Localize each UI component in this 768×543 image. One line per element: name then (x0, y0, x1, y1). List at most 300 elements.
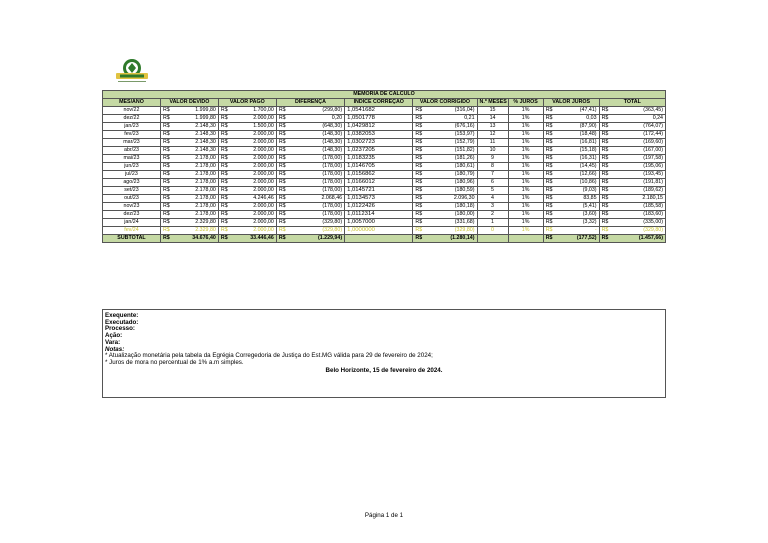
cell-diferenca: (148,30) (287, 139, 345, 147)
subtotal-corrigido: (1.280,14) (423, 235, 477, 243)
currency-symbol: R$ (218, 147, 228, 155)
cell-total: (172,44) (609, 131, 665, 139)
table-row (103, 147, 666, 155)
currency-symbol: R$ (543, 219, 553, 227)
cell-total: (193,45) (609, 171, 665, 179)
cell-juros: (9,03) (554, 187, 600, 195)
cell-pago: 2.000,00 (229, 163, 277, 171)
cell-juros-pct: 1% (508, 147, 543, 155)
subtotal-label: SUBTOTAL (103, 235, 161, 243)
currency-symbol: R$ (413, 147, 423, 155)
cell-devido: 2.329,80 (171, 219, 219, 227)
cell-indice: 1,0382053 (345, 131, 413, 139)
cell-diferenca: (178,00) (287, 179, 345, 187)
currency-symbol: R$ (218, 219, 228, 227)
cell-diferenca: (329,80) (287, 227, 345, 235)
cell-pago: 4.246,46 (229, 195, 277, 203)
currency-symbol: R$ (160, 219, 170, 227)
cell-juros-pct: 1% (508, 203, 543, 211)
currency-symbol: R$ (543, 195, 553, 203)
cell-juros: (3,32) (554, 219, 600, 227)
cell-total: (167,00) (609, 147, 665, 155)
cell-diferenca: (178,00) (287, 187, 345, 195)
page-number: Página 1 de 1 (364, 512, 404, 519)
cell-indice: 1,0112314 (345, 211, 413, 219)
cell-meses: 14 (477, 115, 508, 123)
currency-symbol: R$ (160, 211, 170, 219)
currency-symbol: R$ (218, 155, 228, 163)
cell-pago: 2.000,00 (229, 187, 277, 195)
table-body (103, 107, 666, 235)
cell-diferenca: (178,00) (287, 211, 345, 219)
currency-symbol: R$ (276, 131, 286, 139)
currency-symbol: R$ (413, 235, 423, 243)
currency-symbol: R$ (543, 171, 553, 179)
cell-indice: 1,0183235 (345, 155, 413, 163)
currency-symbol: R$ (543, 235, 553, 243)
currency-symbol: R$ (276, 195, 286, 203)
cell-devido: 1.999,80 (171, 107, 219, 115)
cell-corrigido: (676,16) (423, 123, 477, 131)
cell-juros-pct: 1% (508, 155, 543, 163)
cell-total: (329,80) (609, 227, 665, 235)
cell-pago: 2.000,00 (229, 155, 277, 163)
cell-mes: mar/23 (103, 139, 161, 147)
table-row (103, 195, 666, 203)
cell-meses: 7 (477, 171, 508, 179)
currency-symbol: R$ (218, 163, 228, 171)
currency-symbol: R$ (218, 227, 228, 235)
cell-corrigido: (180,00) (423, 211, 477, 219)
cell-indice: 1,0146705 (345, 163, 413, 171)
cell-total: (185,58) (609, 203, 665, 211)
currency-symbol: R$ (276, 187, 286, 195)
table-row (103, 227, 666, 235)
cell-pago: 2.000,00 (229, 227, 277, 235)
table-row (103, 187, 666, 195)
label-executado: Executado: (105, 318, 139, 326)
cell-juros-pct: 1% (508, 195, 543, 203)
cell-diferenca: (299,80) (287, 107, 345, 115)
cell-corrigido: (331,68) (423, 219, 477, 227)
cell-pago: 2.000,00 (229, 147, 277, 155)
currency-symbol: R$ (276, 107, 286, 115)
currency-symbol: R$ (218, 171, 228, 179)
cell-corrigido: 0,21 (423, 115, 477, 123)
cell-meses: 8 (477, 163, 508, 171)
cell-mes: jul/23 (103, 171, 161, 179)
currency-symbol: R$ (276, 115, 286, 123)
cell-pago: 2.000,00 (229, 139, 277, 147)
cell-mes: jun/23 (103, 163, 161, 171)
cell-pago: 2.000,00 (229, 171, 277, 179)
cell-mes: mai/23 (103, 155, 161, 163)
currency-symbol: R$ (543, 227, 553, 235)
cell-total: (195,06) (609, 163, 665, 171)
col-header-juros-pct: % JUROS (508, 99, 543, 107)
cell-total: 2.180,15 (609, 195, 665, 203)
col-header-devido: VALOR DEVIDO (160, 99, 218, 107)
cell-juros-pct: 1% (508, 219, 543, 227)
currency-symbol: R$ (599, 123, 609, 131)
currency-symbol: R$ (276, 123, 286, 131)
currency-symbol: R$ (218, 179, 228, 187)
cell-pago: 2.000,00 (229, 211, 277, 219)
cell-juros: (3,60) (554, 211, 600, 219)
currency-symbol: R$ (413, 115, 423, 123)
currency-symbol: R$ (599, 107, 609, 115)
col-header-total: TOTAL (599, 99, 665, 107)
cell-corrigido: (180,79) (423, 171, 477, 179)
cell-mes: ago/23 (103, 179, 161, 187)
currency-symbol: R$ (413, 171, 423, 179)
cell-devido: 2.178,00 (171, 179, 219, 187)
cell-juros: (47,41) (554, 107, 600, 115)
cell-indice: 1,0166012 (345, 179, 413, 187)
table-row (103, 211, 666, 219)
currency-symbol: R$ (413, 107, 423, 115)
cell-juros-pct: 1% (508, 107, 543, 115)
cell-total: (183,60) (609, 211, 665, 219)
cell-corrigido: (151,82) (423, 147, 477, 155)
cell-indice: 1,0429812 (345, 123, 413, 131)
cell-mes: fev/23 (103, 131, 161, 139)
currency-symbol: R$ (218, 203, 228, 211)
col-header-corrigido: VALOR CORRIGIDO (413, 99, 477, 107)
subtotal-devido: 34.676,40 (171, 235, 219, 243)
cell-indice: 1,0122426 (345, 203, 413, 211)
cell-total: (191,81) (609, 179, 665, 187)
calculation-table (102, 90, 666, 243)
cell-devido: 2.178,00 (171, 203, 219, 211)
cell-juros: (87,90) (554, 123, 600, 131)
cell-juros: - (554, 227, 600, 235)
note-correction: * Atualização monetária pela tabela da Egrégia Corregedoria de Justiça do Est.MG válida para 29 de fevereiro de 2024; (105, 352, 433, 360)
cell-pago: 1.700,00 (229, 107, 277, 115)
currency-symbol: R$ (276, 163, 286, 171)
currency-symbol: R$ (218, 195, 228, 203)
currency-symbol: R$ (543, 203, 553, 211)
cell-indice: 1,0156862 (345, 171, 413, 179)
cell-meses: 11 (477, 139, 508, 147)
currency-symbol: R$ (218, 131, 228, 139)
table-row (103, 139, 666, 147)
col-header-indice: ÍNDICE CORREÇÃO (345, 99, 413, 107)
table-row (103, 107, 666, 115)
currency-symbol: R$ (543, 131, 553, 139)
subtotal-empty-cell (508, 235, 543, 243)
currency-symbol: R$ (160, 195, 170, 203)
cell-juros-pct: 1% (508, 171, 543, 179)
currency-symbol: R$ (599, 227, 609, 235)
currency-symbol: R$ (413, 155, 423, 163)
col-header-diferenca: DIFERENÇA (276, 99, 344, 107)
cell-indice: 1,0145721 (345, 187, 413, 195)
currency-symbol: R$ (599, 131, 609, 139)
currency-symbol: R$ (599, 203, 609, 211)
currency-symbol: R$ (276, 179, 286, 187)
cell-indice: 1,0237205 (345, 147, 413, 155)
currency-symbol: R$ (276, 219, 286, 227)
currency-symbol: R$ (413, 195, 423, 203)
table-row (103, 219, 666, 227)
label-vara: Vara: (105, 338, 121, 346)
cell-diferenca: 0,20 (287, 115, 345, 123)
cell-devido: 2.329,80 (171, 227, 219, 235)
label-notas: Notas: (105, 345, 125, 353)
currency-symbol: R$ (276, 211, 286, 219)
col-header-mes: MÊS/ANO (103, 99, 161, 107)
cell-pago: 2.000,00 (229, 219, 277, 227)
col-header-juros: VALOR JUROS (543, 99, 599, 107)
cell-meses: 6 (477, 179, 508, 187)
cell-indice: 1,0134573 (345, 195, 413, 203)
cell-meses: 5 (477, 187, 508, 195)
cell-juros-pct: 1% (508, 131, 543, 139)
table-row (103, 203, 666, 211)
currency-symbol: R$ (543, 163, 553, 171)
cell-diferenca: (178,00) (287, 203, 345, 211)
cell-juros-pct: 1% (508, 179, 543, 187)
currency-symbol: R$ (599, 219, 609, 227)
currency-symbol: R$ (599, 155, 609, 163)
currency-symbol: R$ (599, 163, 609, 171)
col-header-pago: VALOR PAGO (218, 99, 276, 107)
table-row (103, 123, 666, 131)
place-date: Belo Horizonte, 15 de fevereiro de 2024. (325, 366, 443, 374)
table-row (103, 163, 666, 171)
cell-juros: 83,85 (554, 195, 600, 203)
cell-corrigido: 2.096,30 (423, 195, 477, 203)
cell-corrigido: (180,59) (423, 187, 477, 195)
currency-symbol: R$ (599, 147, 609, 155)
cell-juros-pct: 1% (508, 163, 543, 171)
currency-symbol: R$ (160, 155, 170, 163)
table-row (103, 131, 666, 139)
currency-symbol: R$ (413, 227, 423, 235)
cell-total: 0,24 (609, 115, 665, 123)
col-header-meses: N.º MESES (477, 99, 508, 107)
cell-total: (169,60) (609, 139, 665, 147)
cell-total: (189,62) (609, 187, 665, 195)
table-row (103, 115, 666, 123)
currency-symbol: R$ (160, 235, 170, 243)
currency-symbol: R$ (413, 219, 423, 227)
currency-symbol: R$ (543, 147, 553, 155)
cell-meses: 1 (477, 219, 508, 227)
subtotal-empty-cell (477, 235, 508, 243)
cell-indice: 1,0000000 (345, 227, 413, 235)
cell-juros: (18,48) (554, 131, 600, 139)
currency-symbol: R$ (543, 155, 553, 163)
currency-symbol: R$ (543, 179, 553, 187)
cell-total: (335,00) (609, 219, 665, 227)
currency-symbol: R$ (276, 227, 286, 235)
currency-symbol: R$ (218, 107, 228, 115)
currency-symbol: R$ (160, 131, 170, 139)
cell-meses: 3 (477, 203, 508, 211)
currency-symbol: R$ (218, 115, 228, 123)
cell-juros-pct: 1% (508, 187, 543, 195)
subtotal-juros: (177,52) (554, 235, 600, 243)
cell-devido: 2.178,00 (171, 187, 219, 195)
cell-juros-pct: 1% (508, 227, 543, 235)
currency-symbol: R$ (599, 179, 609, 187)
currency-symbol: R$ (413, 187, 423, 195)
cell-devido: 2.148,30 (171, 131, 219, 139)
cell-diferenca: (178,00) (287, 163, 345, 171)
cell-mes: abr/23 (103, 147, 161, 155)
currency-symbol: R$ (413, 131, 423, 139)
currency-symbol: R$ (218, 235, 228, 243)
cell-juros: (10,86) (554, 179, 600, 187)
cell-pago: 2.000,00 (229, 131, 277, 139)
currency-symbol: R$ (413, 163, 423, 171)
cell-juros-pct: 1% (508, 123, 543, 131)
currency-symbol: R$ (599, 235, 609, 243)
cell-juros-pct: 1% (508, 211, 543, 219)
cell-mes: nov/23 (103, 203, 161, 211)
currency-symbol: R$ (413, 123, 423, 131)
cell-pago: 1.500,00 (229, 123, 277, 131)
currency-symbol: R$ (599, 195, 609, 203)
currency-symbol: R$ (160, 147, 170, 155)
cell-meses: 2 (477, 211, 508, 219)
currency-symbol: R$ (160, 139, 170, 147)
currency-symbol: R$ (160, 123, 170, 131)
subtotal-row (103, 235, 666, 243)
note-interest: * Juros de mora no percentual de 1% a.m simples. (105, 358, 244, 366)
cell-devido: 2.148,30 (171, 123, 219, 131)
cell-total: (363,45) (609, 107, 665, 115)
cell-mes: dez/23 (103, 211, 161, 219)
cell-meses: 9 (477, 155, 508, 163)
table-row (103, 171, 666, 179)
notes-box (102, 309, 666, 398)
currency-symbol: R$ (276, 203, 286, 211)
currency-symbol: R$ (218, 123, 228, 131)
cell-corrigido: (180,96) (423, 179, 477, 187)
subtotal-empty-cell (345, 235, 413, 243)
currency-symbol: R$ (218, 211, 228, 219)
cell-meses: 13 (477, 123, 508, 131)
cell-corrigido: (180,18) (423, 203, 477, 211)
cell-juros: (12,66) (554, 171, 600, 179)
cell-corrigido: (180,61) (423, 163, 477, 171)
currency-symbol: R$ (160, 171, 170, 179)
cell-devido: 2.178,00 (171, 171, 219, 179)
cell-mes: nov/22 (103, 107, 161, 115)
cell-mes: fev/24 (103, 227, 161, 235)
cell-pago: 2.000,00 (229, 179, 277, 187)
table-row (103, 179, 666, 187)
currency-symbol: R$ (543, 123, 553, 131)
cell-mes: set/23 (103, 187, 161, 195)
currency-symbol: R$ (160, 179, 170, 187)
cell-juros: 0,03 (554, 115, 600, 123)
cell-diferenca: (178,00) (287, 155, 345, 163)
table-row (103, 155, 666, 163)
cell-juros: (16,31) (554, 155, 600, 163)
currency-symbol: R$ (276, 171, 286, 179)
currency-symbol: R$ (160, 187, 170, 195)
cell-juros: (16,81) (554, 139, 600, 147)
cell-devido: 2.178,00 (171, 195, 219, 203)
cell-meses: 15 (477, 107, 508, 115)
cell-indice: 1,0057000 (345, 219, 413, 227)
currency-symbol: R$ (160, 163, 170, 171)
cell-corrigido: (153,97) (423, 131, 477, 139)
currency-symbol: R$ (413, 203, 423, 211)
cell-meses: 0 (477, 227, 508, 235)
cell-diferenca: (148,30) (287, 147, 345, 155)
currency-symbol: R$ (599, 115, 609, 123)
cell-corrigido: (152,79) (423, 139, 477, 147)
table-title: MEMÓRIA DE CÁLCULO (103, 91, 666, 99)
currency-symbol: R$ (599, 171, 609, 179)
currency-symbol: R$ (276, 147, 286, 155)
currency-symbol: R$ (160, 203, 170, 211)
cell-diferenca: 2.068,46 (287, 195, 345, 203)
cell-indice: 1,0541682 (345, 107, 413, 115)
currency-symbol: R$ (276, 139, 286, 147)
cell-meses: 10 (477, 147, 508, 155)
currency-symbol: R$ (218, 139, 228, 147)
currency-symbol: R$ (160, 107, 170, 115)
cell-devido: 2.178,00 (171, 155, 219, 163)
cell-devido: 2.148,30 (171, 139, 219, 147)
cell-diferenca: (648,30) (287, 123, 345, 131)
currency-symbol: R$ (413, 179, 423, 187)
currency-symbol: R$ (276, 155, 286, 163)
subtotal-total: (1.457,66) (609, 235, 665, 243)
currency-symbol: R$ (599, 211, 609, 219)
label-acao: Ação: (105, 332, 123, 340)
cell-diferenca: (329,80) (287, 219, 345, 227)
cell-pago: 2.000,00 (229, 203, 277, 211)
cell-corrigido: (329,80) (423, 227, 477, 235)
cell-meses: 4 (477, 195, 508, 203)
cell-indice: 1,0302723 (345, 139, 413, 147)
currency-symbol: R$ (413, 139, 423, 147)
institution-seal-icon (110, 56, 154, 84)
cell-juros: (5,41) (554, 203, 600, 211)
header-row (103, 99, 666, 107)
currency-symbol: R$ (543, 187, 553, 195)
currency-symbol: R$ (543, 211, 553, 219)
cell-juros: (14,45) (554, 163, 600, 171)
cell-diferenca: (178,00) (287, 171, 345, 179)
currency-symbol: R$ (599, 187, 609, 195)
currency-symbol: R$ (276, 235, 286, 243)
currency-symbol: R$ (543, 115, 553, 123)
cell-juros: (15,18) (554, 147, 600, 155)
label-exequente: Exequente: (105, 312, 139, 319)
cell-total: (764,07) (609, 123, 665, 131)
cell-devido: 2.148,30 (171, 147, 219, 155)
currency-symbol: R$ (543, 139, 553, 147)
cell-corrigido: (181,26) (423, 155, 477, 163)
cell-mes: jan/24 (103, 219, 161, 227)
currency-symbol: R$ (543, 107, 553, 115)
cell-diferenca: (148,30) (287, 131, 345, 139)
cell-corrigido: (316,04) (423, 107, 477, 115)
cell-meses: 12 (477, 131, 508, 139)
subtotal-diferenca: (1.229,94) (287, 235, 345, 243)
currency-symbol: R$ (599, 139, 609, 147)
currency-symbol: R$ (160, 227, 170, 235)
currency-symbol: R$ (413, 211, 423, 219)
